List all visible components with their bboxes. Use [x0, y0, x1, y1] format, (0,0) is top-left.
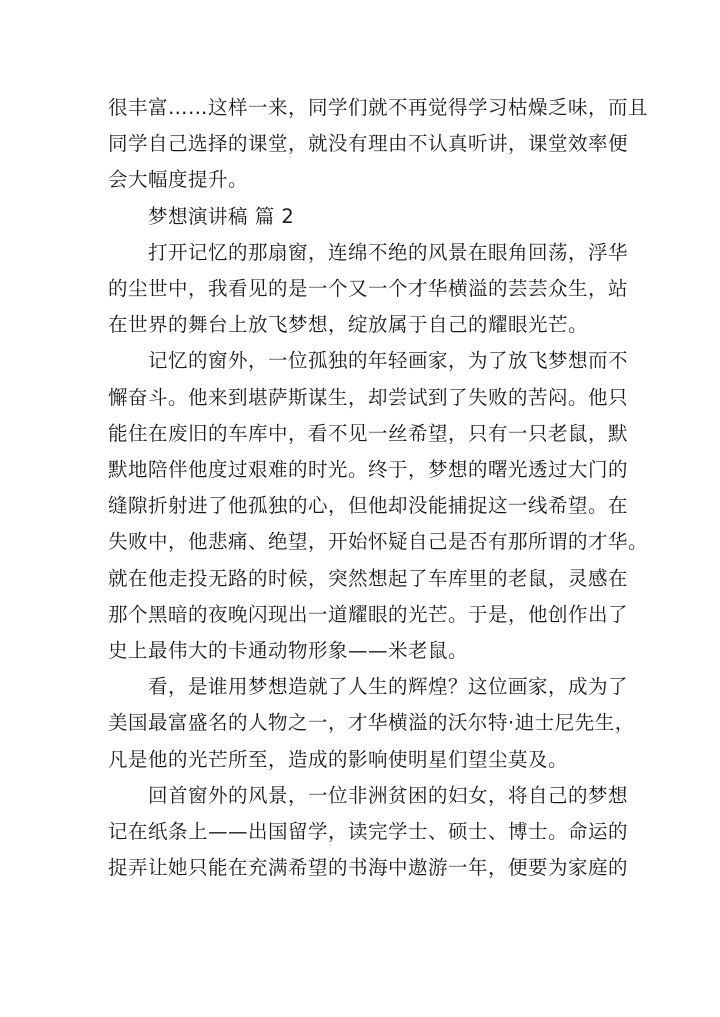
text-line-15: 那个黑暗的夜晚闪现出一道耀眼的光芒。于是，他创作出了	[108, 602, 629, 626]
text-line-14: 就在他走投无路的时候，突然想起了车库里的老鼠，灵感在	[108, 566, 629, 590]
text-line-11: 默地陪伴他度过艰难的时光。终于，梦想的曙光透过大门的	[108, 458, 629, 482]
text-line-6: 的尘世中，我看见的是一个又一个才华横溢的芸芸众生，站	[108, 277, 629, 301]
text-line-3: 会大幅度提升。	[108, 168, 249, 192]
text-line-8: 记忆的窗外，一位孤独的年轻画家，为了放飞梦想而不	[148, 349, 629, 373]
text-line-19: 凡是他的光芒所至，造成的影响使明星们望尘莫及。	[108, 747, 569, 771]
text-line-17: 看，是谁用梦想造就了人生的辉煌？这位画家，成为了	[148, 675, 629, 699]
section-heading: 梦想演讲稿 篇 2	[148, 204, 295, 228]
text-line-13: 失败中，他悲痛、绝望，开始怀疑自己是否有那所谓的才华。	[108, 530, 649, 554]
text-line-9: 懈奋斗。他来到堪萨斯谋生，却尝试到了失败的苦闷。他只	[108, 385, 629, 409]
text-line-10: 能住在废旧的车库中，看不见一丝希望，只有一只老鼠，默	[108, 421, 629, 445]
text-line-1: 很丰富……这样一来，同学们就不再觉得学习枯燥乏味，而且	[108, 96, 649, 119]
text-line-2: 同学自己选择的课堂，就没有理由不认真听讲，课堂效率便	[108, 132, 629, 156]
text-line-21: 记在纸条上——出国留学，读完学士、硕士、博士。命运的	[108, 820, 629, 844]
text-line-7: 在世界的舞台上放飞梦想，绽放属于自己的耀眼光芒。	[108, 313, 589, 337]
text-line-18: 美国最富盛名的人物之一，才华横溢的沃尔特·迪士尼先生，	[108, 711, 635, 735]
text-line-16: 史上最伟大的卡通动物形象——米老鼠。	[108, 639, 469, 663]
text-line-22: 捉弄让她只能在充满希望的书海中遨游一年，便要为家庭的	[108, 856, 629, 880]
text-line-20: 回首窗外的风景，一位非洲贫困的妇女，将自己的梦想	[148, 783, 629, 807]
text-line-12: 缝隙折射进了他孤独的心，但他却没能捕捉这一线希望。在	[108, 494, 629, 518]
text-line-5: 打开记忆的那扇窗，连绵不绝的风景在眼角回荡，浮华	[148, 240, 629, 264]
